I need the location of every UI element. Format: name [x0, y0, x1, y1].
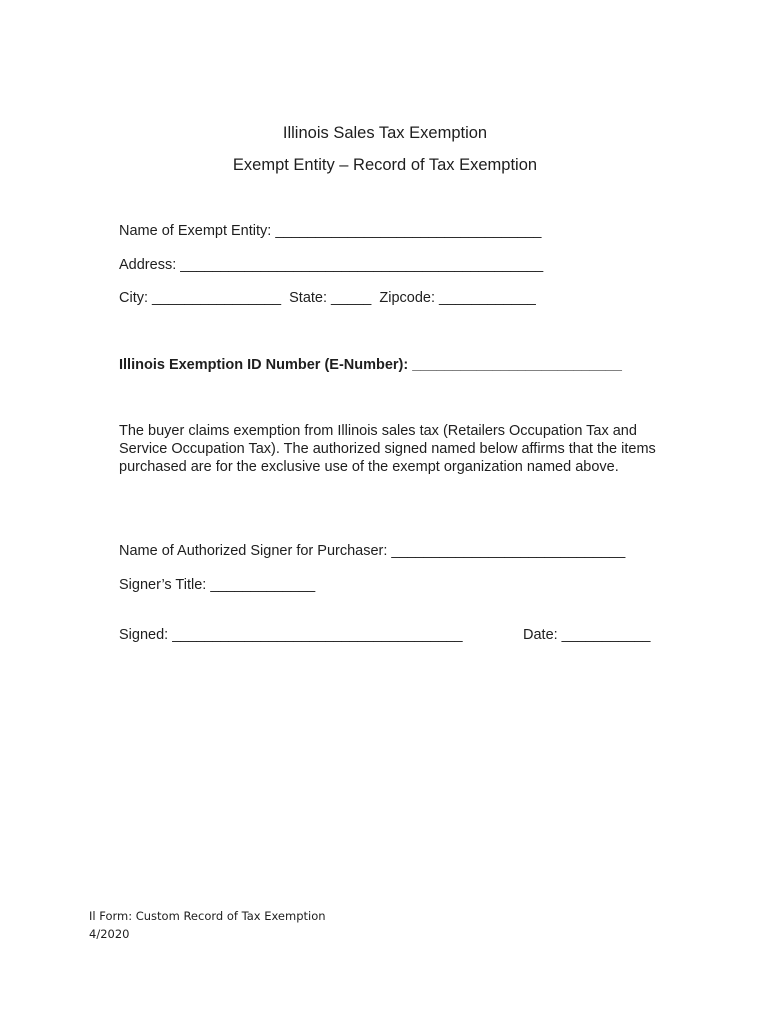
signature-field: Signed: ____________________________________ [119, 627, 463, 643]
footer-date: 4/2020 [89, 927, 130, 941]
exempt-entity-name-field: Name of Exempt Entity: _________________________________ [119, 223, 542, 239]
document-subtitle: Exempt Entity – Record of Tax Exemption [232, 156, 538, 174]
signer-title-field: Signer’s Title: _____________ [119, 577, 316, 593]
address-field: Address: _____________________________________________ [119, 257, 544, 273]
footer-form-name: Il Form: Custom Record of Tax Exemption [89, 909, 326, 923]
authorized-signer-name-field: Name of Authorized Signer for Purchaser: _____________________________ [119, 543, 626, 559]
document-title: Illinois Sales Tax Exemption [282, 124, 488, 142]
exemption-id-field: Illinois Exemption ID Number (E-Number): __________________________ [119, 357, 622, 373]
city-state-zip-field: City: ________________ State: _____ Zipcode: ____________ [119, 290, 536, 306]
exemption-claim-paragraph: The buyer claims exemption from Illinois sales tax (Retailers Occupation Tax and Service Occupation Tax). The authorized signed named below affirms that the items purchased are for the exclusive use of the exempt organization named above. [119, 423, 656, 475]
date-field: Date: ___________ [523, 627, 651, 643]
